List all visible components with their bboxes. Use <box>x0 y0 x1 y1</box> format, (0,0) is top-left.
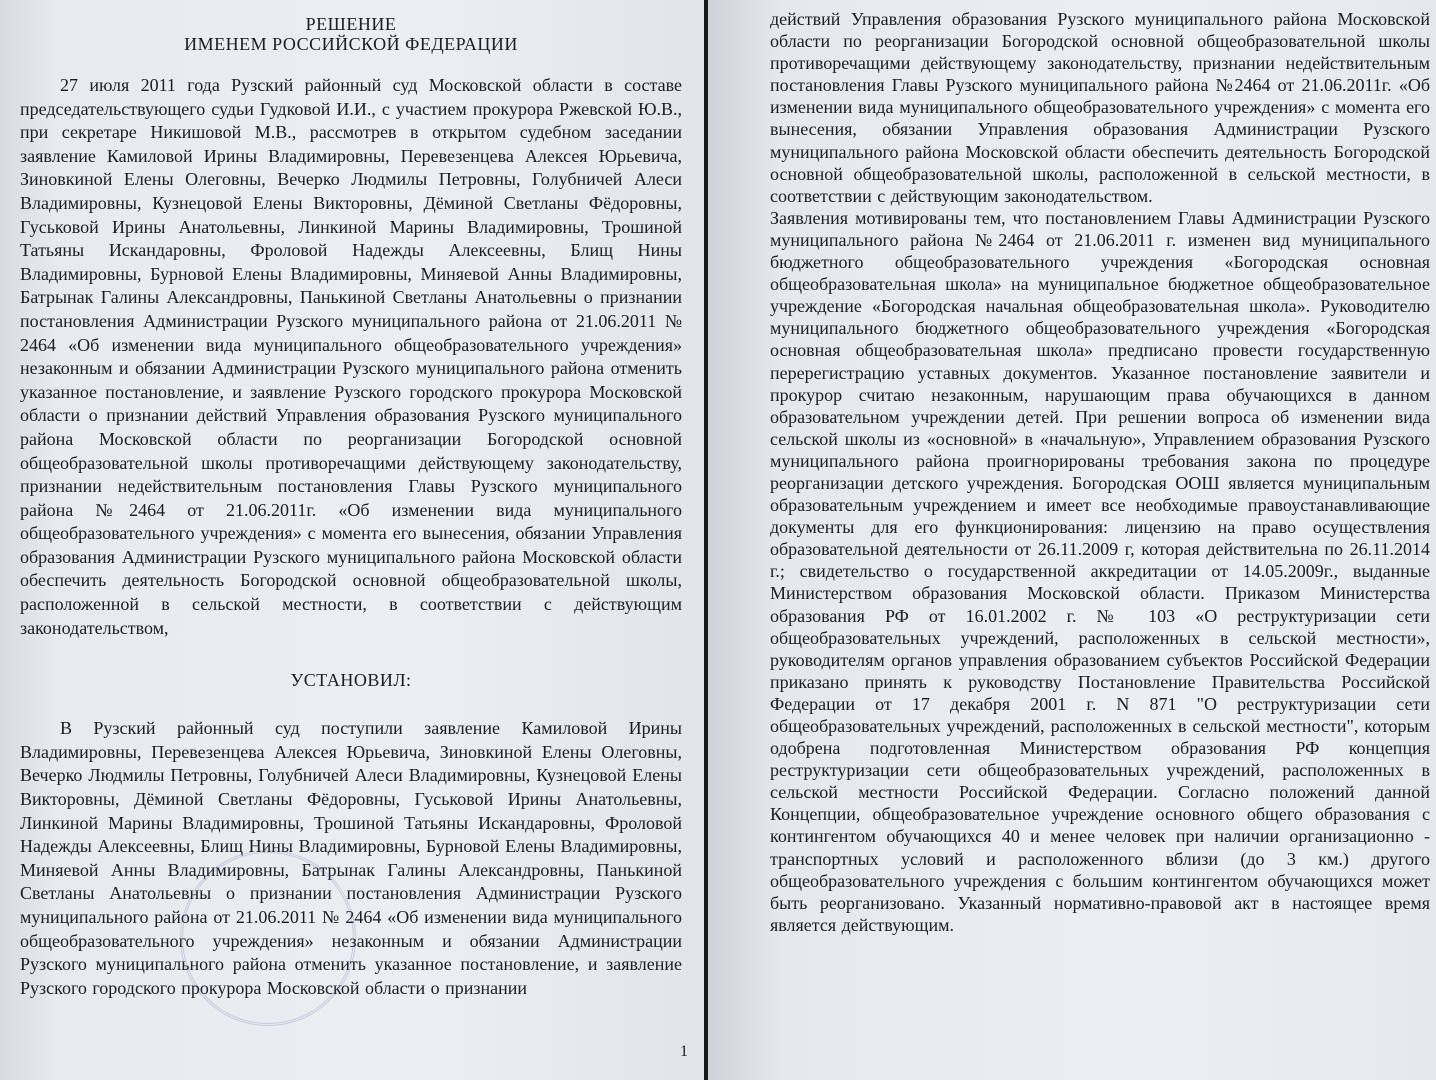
continuation-paragraph: действий Управления образования Рузского муниципального района Московской области по реорганизации Богородской основной общеобразовательной школы противоречащими действующему законодательству, признании недействительным постановления Главы Рузского муниципального района №2464 от 21.06.2011г. «Об изменении вида муниципального общеобразовательного учреждения» с момента его вынесения, обязании Управления образования Администрации Рузского муниципального района Московской области обеспечить деятельность Богородской основной общеобразовательной школы, расположенной в сельской местности, в соответствии с действующим законодательством. <box>770 9 1430 206</box>
right-page <box>708 0 1436 1080</box>
page-number: 1 <box>680 1043 688 1060</box>
title-line-federation: ИМЕНЕМ РОССИЙСКОЙ ФЕДЕРАЦИИ <box>184 34 518 54</box>
motivation-paragraph: Заявления мотивированы тем, что постановлением Главы Администрации Рузского муниципального района №2464 от 21.06.2011 г. изменен вид муниципального бюджетного общеобразовательного учреждения «Богородская основная общеобразовательная школа» на муниципальное бюджетное общеобразовательное учреждение «Богородская начальная общеобразовательная школа». Руководителю муниципального бюджетного общеобразовательного учреждения «Богородская основная общеобразовательная школа» предписано провести государственную перерегистрацию уставных документов. Указанное постановление заявители и прокурор считаю незаконным, нарушающим права обучающихся в данном образовательном учреждении детей. При решении вопроса об изменении вида сельской школы из «основной» в «начальную», Управлением образования Рузского муниципального района проигнорированы требования закона по процедуре реорганизации детского учреждения. Богородская ООШ является муниципальным образовательным учреждением и имеет все необходимые правоустанавливающие документы для его функционирования: лицензию на право осуществления образовательной деятельности от 26.11.2009 г, которая действительна по 26.11.2014 г.; свидетельство о государственной аккредитации от 14.05.2009г., выданные Министерством образования Московской области. Приказом Министерства образования РФ от 16.01.2002 г. № 103 «О реструктуризации сети общеобразовательных учреждений, расположенных в сельской местности», руководителям органов управления образованием субъектов Российской Федерации приказано принять к руководству Постановление Правительства Российской Федерации от 17 декабря 2001 г. N 871 "О реструктуризации сети общеобразовательных учреждений, расположенных в сельской местности", которым одобрена подготовленная Министерством образования РФ концепция реструктуризации сети общеобразовательных учреждений, расположенных в сельской местности Российской Федерации. Согласно положений данной Концепции, общеобразовательное учреждение основного общего образования с контингентом обучающихся 40 и менее человек при наличии организационно - транспортных условий и расположенного вблизи (до 3 км.) другого общеобразовательного учреждения с большим контингентом обучающихся может быть реорганизовано. Указанный нормативно-правовой акт в настоящее время является действующим. <box>770 207 1430 935</box>
section-heading-ustanovil: УСТАНОВИЛ: <box>290 670 412 691</box>
document-title <box>20 14 682 54</box>
stamp-seal <box>180 850 356 1026</box>
title-line-decision: РЕШЕНИЕ <box>305 14 397 34</box>
left-page <box>0 0 704 1080</box>
intro-paragraph: 27 июля 2011 года Рузский районный суд Московской области в составе председательствующего судьи Гудковой И.И., с участием прокурора Ржевской Ю.В., при секретаре Никишовой М.В., рассмотрев в открытом судебном заседании заявление Камиловой Ирины Владимировны, Перевезенцева Алексея Юрьевича, Зиновкиной Елены Олеговны, Вечерко Людмилы Петровны, Голубничей Алеси Владимировны, Кузнецовой Елены Викторовны, Дёминой Светланы Фёдоровны, Гуськовой Ирины Анатольевны, Линкиной Марины Владимировны, Трошиной Татьяны Искандаровны, Фроловой Надежды Алексеевны, Блищ Нины Владимировны, Бурновой Елены Владимировны, Миняевой Анны Владимировны, Батрынак Галины Александровны, Панькиной Светланы Анатольевны о признании постановления Администрации Рузского муниципального района от 21.06.2011 № 2464 «Об изменении вида муниципального общеобразовательного учреждения» незаконным и обязании Администрации Рузского муниципального района отменить указанное постановление, и заявление Рузского городского прокурора Московской области о признании действий Управления образования Рузского муниципального района Московской области по реорганизации Богородской основной общеобразовательной школы противоречащими действующему законодательству, признании недействительным постановления Главы Рузского муниципального района №2464 от 21.06.2011г. «Об изменении вида муниципального общеобразовательного учреждения» с момента его вынесения, обязании Управления образования Администрации Рузского муниципального района Московской области обеспечить деятельность Богородской основной общеобразовательной школы, расположенной в сельской местности, в соответствии с действующим законодательством, <box>20 75 682 638</box>
established-paragraph: В Рузский районный суд поступили заявление Камиловой Ирины Владимировны, Перевезенцева Алексея Юрьевича, Зиновкиной Елены Олеговны, Вечерко Людмилы Петровны, Голубничей Алеси Владимировны, Кузнецовой Елены Викторовны, Дёминой Светланы Фёдоровны, Гуськовой Ирины Анатольевны, Линкиной Марины Владимировны, Трошиной Татьяны Искандаровны, Фроловой Надежды Алексеевны, Блищ Нины Владимировны, Бурновой Елены Владимировны, Миняевой Анны Владимировны, Батрынак Галины Александровны, Панькиной Светланы Анатольевны о признании постановления Администрации Рузского муниципального района от 21.06.2011 № 2464 «Об изменении вида муниципального общеобразовательного учреждения» незаконным и обязании Администрации Рузского муниципального района отменить указанное постановление, и заявление Рузского городского прокурора Московской области о признании <box>20 718 682 998</box>
